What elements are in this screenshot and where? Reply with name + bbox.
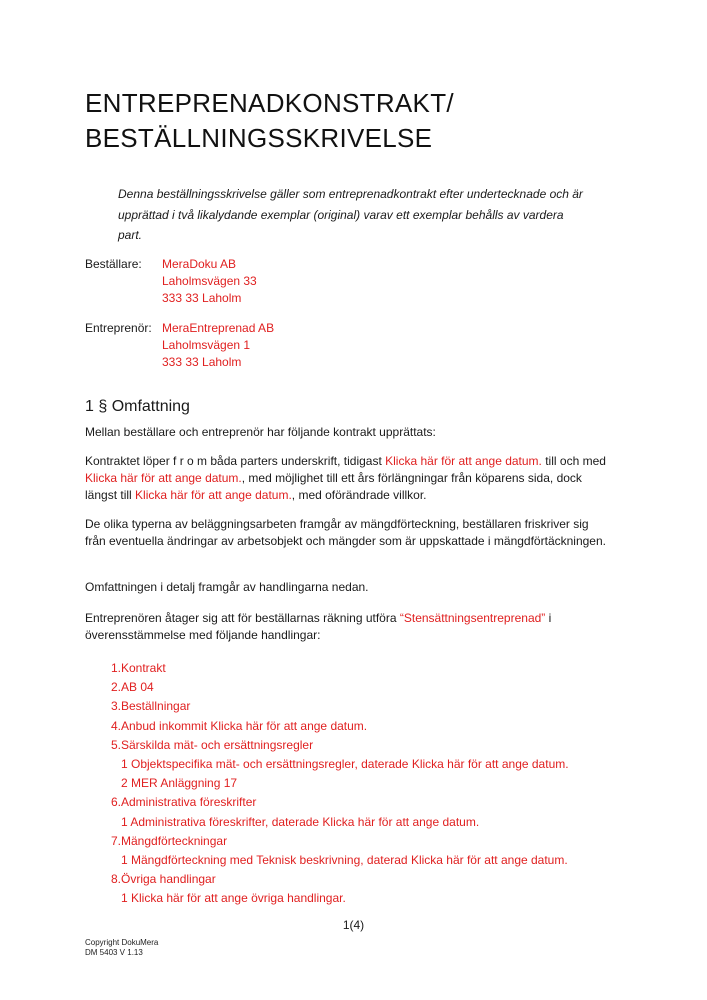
list-item-text[interactable]: Administrativa föreskrifter (121, 795, 257, 810)
document-title (85, 86, 454, 156)
list-item-text[interactable]: Övriga handlingar (121, 872, 216, 887)
entreprenor-city[interactable]: 333 33 Laholm (162, 355, 242, 369)
entreprenad-type-placeholder[interactable]: “Stensättningsentreprenad” (399, 611, 546, 625)
footer-copyright: Copyright DokuMera (85, 938, 159, 947)
list-item (85, 736, 569, 794)
section-heading: 1 § Omfattning (85, 398, 190, 415)
footer (85, 938, 158, 958)
list-item (85, 678, 569, 697)
date-placeholder-latest[interactable]: Klicka här för att ange datum. (135, 488, 292, 502)
list-item (85, 832, 569, 870)
intro-text: Denna beställningsskrivelse gäller som entreprenadkontrakt efter undertecknade och är upprättad i två likalydande exemplar (original) varav ett exemplar behålls av vardera part. (118, 187, 583, 242)
text-run: , med oförändrade villkor. (291, 488, 427, 502)
bestallare-address (162, 256, 257, 307)
list-item (85, 659, 569, 678)
documents-list (85, 659, 569, 909)
list-item-text[interactable]: Beställningar (121, 699, 191, 714)
bestallare-label: Beställare: (85, 257, 142, 271)
footer-version: DM 5403 V 1.13 (85, 948, 143, 957)
text-run: i överensstämmelse med följande handlingar: (85, 611, 552, 642)
list-item (85, 697, 569, 716)
list-item (85, 717, 569, 736)
bestallare-city[interactable]: 333 33 Laholm (162, 291, 242, 305)
text-run: , med möjlighet till ett års förlängningar från köparens sida, dock längst till (85, 471, 582, 502)
list-item-number: 7. (110, 833, 121, 848)
list-item-text[interactable]: Anbud inkommit Klicka här för att ange datum. (121, 718, 368, 733)
list-item-text[interactable]: AB 04 (121, 680, 154, 695)
list-subitem-text[interactable]: 1 Objektspecifika mät- och ersättningsregler, daterade Klicka här för att ange datum. (121, 757, 569, 772)
date-placeholder-start[interactable]: Klicka här för att ange datum. (385, 454, 542, 468)
list-item (85, 793, 569, 831)
entreprenor-street[interactable]: Laholmsvägen 1 (162, 338, 251, 352)
contract-period-paragraph (85, 453, 610, 504)
list-subitem-text[interactable]: 1 Mängdförteckning med Teknisk beskrivning, daterad Klicka här för att ange datum. (121, 853, 568, 868)
list-item-number: 6. (110, 795, 121, 810)
list-item-text[interactable]: Mängdförteckningar (121, 833, 228, 848)
list-item-number: 5. (110, 737, 121, 752)
list-subitem-text[interactable]: 1 Klicka här för att ange övriga handlingar. (121, 891, 346, 906)
list-item-number: 1. (110, 661, 121, 675)
list-item-text[interactable]: Kontrakt (121, 661, 166, 675)
title-line-2: BESTÄLLNINGSSKRIVELSE (85, 123, 433, 153)
entreprenor-address (162, 320, 274, 371)
list-item-number: 8. (110, 872, 121, 887)
undertaking-paragraph (85, 610, 610, 644)
text-run: Kontraktet löper f r o m båda parters underskrift, tidigast (85, 454, 386, 468)
list-subitem-text[interactable]: 2 MER Anläggning 17 (121, 776, 238, 791)
text-run: till och med (541, 454, 606, 468)
date-placeholder-end[interactable]: Klicka här för att ange datum. (85, 471, 242, 485)
bestallare-street[interactable]: Laholmsvägen 33 (162, 274, 257, 288)
text-run: Entreprenören åtager sig att för beställarnas räkning utföra (85, 611, 400, 625)
contract-intro-paragraph: Mellan beställare och entreprenör har följande kontrakt upprättats: (85, 425, 436, 439)
list-item-number: 2. (110, 680, 121, 695)
bestallare-name[interactable]: MeraDoku AB (162, 257, 237, 271)
list-item-number: 4. (110, 718, 121, 733)
page-number: 1(4) (342, 918, 365, 932)
list-item-number: 3. (110, 699, 121, 714)
list-subitem-text[interactable]: 1 Administrativa föreskrifter, daterade Klicka här för att ange datum. (121, 814, 480, 829)
list-item (85, 870, 569, 908)
scope-paragraph: Omfattningen i detalj framgår av handlingarna nedan. (85, 580, 369, 594)
title-line-1: ENTREPRENADKONSTRAKT/ (85, 88, 454, 118)
work-types-paragraph: De olika typerna av beläggningsarbeten framgår av mängdförteckning, beställaren friskriver sig från eventuella ändringar av arbetsobjekt och mängder som är uppskattade i mängdförtäckningen. (85, 517, 606, 548)
entreprenor-name[interactable]: MeraEntreprenad AB (162, 321, 275, 335)
entreprenor-label: Entreprenör: (85, 321, 152, 335)
list-item-text[interactable]: Särskilda mät- och ersättningsregler (121, 737, 314, 752)
